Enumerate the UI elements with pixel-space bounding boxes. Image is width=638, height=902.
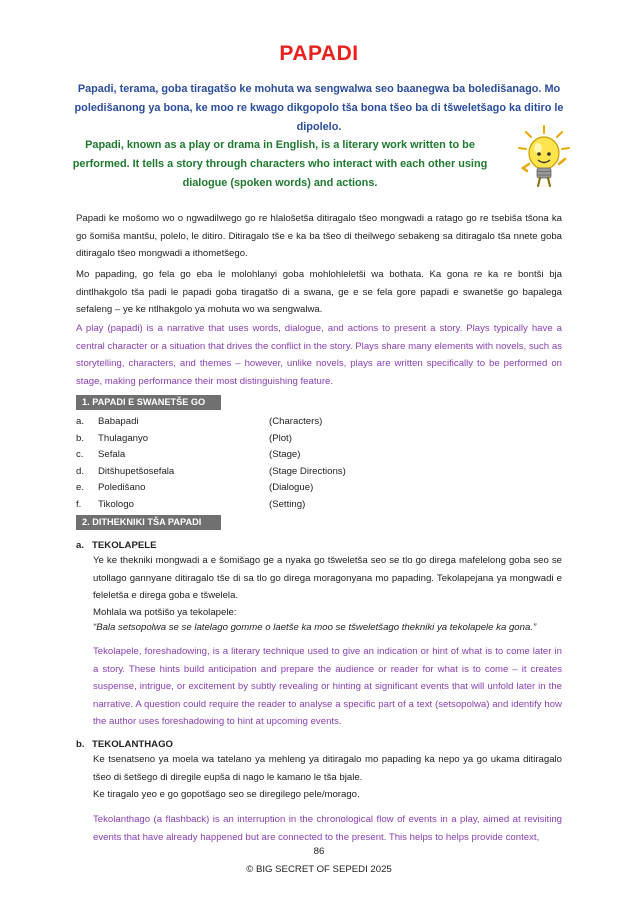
lightbulb-icon: [516, 124, 572, 188]
tekolanthago-english: Tekolanthago (a flashback) is an interruption in the chronological flow of events in a play, aimed at revisiting events that have already happened but are connected to the present. This helps to helps provide context,: [93, 814, 562, 843]
paragraph-conflict: Mo papading, go fela go eba le molohlanyi goba mohlohleletši wa bothata. Ka gona re ka re bontši bja dintlhakgolo tša padi le papadi goba tiragatšo di a swana, ge e se fela gore papadi e swanetše go bapalega sefaleng – ye ke ntlhakgolo ya mohuta wo wa sengwalwa.: [76, 269, 562, 315]
list-item: c. Sefala (Stage): [76, 449, 301, 460]
intro-english: Papadi, known as a play or drama in English, is a literary work written to be performed. It tells a story through characters who interact with each other using dialogue (spoken words) and actions.: [72, 139, 488, 189]
intro-sepedi: Papadi, terama, goba tiragatšo ke mohuta wa sengwalwa seo baanegwa ba boledišanago. Mo poledišanong ya bona, ke moo re kwago dikgopolo tša bona tšeo ba di tšweletšago ka ditiro le dipolelo.: [74, 83, 564, 133]
paragraph-definition: Papadi ke mošomo wo o ngwadilwego go re hlalošetša ditiragalo tšeo mongwadi a ratago go re tsebiša tšona ka go šomiša mantšu, polelo, le ditiro. Ditiragalo tše e ka ba tšeo di theilwego sebakeng sa ditiragalo tša nnete goba ditiragalo tšeo mongwadi a ithometšego.: [76, 213, 562, 259]
paragraph-english: A play (papadi) is a narrative that uses words, dialogue, and actions to present a story. Plays typically have a central character or a situation that drives the conflict in the story. Plays share many elements with novels, such as storytelling, characters, and themes – however, unlike novels, plays are written specifically to be performed on stage, making performance their most distinguishing feature.: [76, 323, 562, 387]
list-item: e. Poledišano (Dialogue): [76, 482, 314, 493]
elements-list: [76, 414, 562, 513]
list-item: a. Babapadi (Characters): [76, 416, 323, 427]
section-heading-techniques: 2. DITHEKNIKI TŠA PAPADI: [76, 515, 221, 530]
page-title: PAPADI: [279, 42, 359, 65]
page-number: 86: [313, 846, 325, 857]
tekolapele-body: Ye ke thekniki mongwadi a e šomišago ge a nyaka go tšweletša seo se tlo go direga mafelelong goba seo se utollago gannyane ditiragalo tše di sa tlo go direga moragonyana mo papading. Tekolapejana ya mongwadi e feleletša e direga goba e tšwelela.: [93, 555, 562, 601]
tekolanthago-body: Ke tsenatseno ya moela wa tatelano ya mehleng ya ditiragalo mo papading ka nepo ya go ukama ditiragalo tšeo di šetšego di diregile eupša di nago le kamano le tša bjale.: [93, 754, 562, 783]
list-item: d. Ditšhupetšosefala (Stage Directions): [76, 465, 346, 477]
tekolapele-example-label: Mohlala wa potšišo ya tekolapele:: [93, 607, 237, 618]
tekolanthago-body-2: Ke tiragalo yeo e go gopotšago seo se diregilego pele/morago.: [93, 789, 360, 800]
document-page: PAPADI Papadi, terama, goba tiragatšo ke mohuta wa sengwalwa seo baanegwa ba boledišanago. Mo poledišanong ya bona, ke moo re kwago dikgopolo tša bona tšeo ba di tšweletšago ka ditiro le dipolelo. Papadi, known as a play or drama in English, is a literary work written to be performed. It tells a story through characters who interact with each other using dialogue (spoken words) and actions. Papadi ke mošomo wo o ngwadilwego go re hlalošetša ditiragalo tšeo mongwadi a ratago go re tsebiša tšona ka go šomiša mantšu, polelo, le ditiro. Ditiragalo tše e ka ba tšeo di theilwego sebakeng sa ditiragalo tša nnete goba ditiragalo tšeo mongwadi a ithometšego. Mo papading, go fela go eba le molohlanyi goba mohlohleletši wa bothata. Ka gona re ka re bontši bja dintlhakgolo tša padi le papadi goba tiragatšo di a swana, ge e se fela gore papadi e swanetše go bapalega sefaleng – ye ke ntlhakgolo ya mohuta wo wa sengwalwa. A play (papadi) is a narrative that uses words, dialogue, and actions to present a story. Plays typically have a central character or a situation that drives the conflict in the story. Plays share many elements with novels, such as storytelling, characters, and themes – however, unlike novels, plays are written specifically to be performed on stage, making performance their most distinguishing feature. 1. PAPADI E SWANETŠE GO BA LE a. Babapadi (Characters) b. Thulaganyo (Plot) c. Sefala (Stage) d. Ditšhupetšosefala (Stage Directions) e. Poledišano (Dialogue) f. Tikologo (Setting) 2. DITHEKNIKI TŠA PAPADI a. TEKOLAPELE Ye ke thekniki mongwadi a e šomišago ge a nyaka go tšweletša seo se tlo go direga mafelelong goba seo se utollago gannyane ditiragalo tše di sa tlo go direga moragonyana mo papading. Tekolapejana ya mongwadi e feleletša e direga goba e tšwelela. Mohlala wa potšišo ya tekolapele: “Bala setsopolwa se se latelago gomme o laetše ka moo se tšweletšago thekniki ya tekolapele ka gona.” Tekolapele, foreshadowing, is a literary technique used to give an indication or hint of what is to come later in a story. These hints build anticipation and prepare the audience or reader for what is to come – it creates suspense, intrigue, or excitement by subtly revealing or hinting at significant events that will unfold later in the narrative. A question could require the reader to analyse a specific part of a text (setsopolwa) and identify how the author uses foreshadowing to hint at upcoming events. b. TEKOLANTHAGO Ke tsenatseno ya moela wa tatelano ya mehleng ya ditiragalo mo papading ka nepo ya go ukama ditiragalo tšeo di šetšego di diregile eupša di nago le kamano le tša bjale. Ke tiragalo yeo e go gopotšago seo se diregilego pele/morago. Tekolanthago (a flashback) is an interruption in the chronological flow of events in a play, aimed at revisiting events that have already happened but are connected to the present. This helps to helps provide context, 86 © BIG SECRET OF SEPEDI 2025: [0, 0, 638, 902]
list-item: f. Tikologo (Setting): [76, 498, 306, 510]
footer-copyright: © BIG SECRET OF SEPEDI 2025: [246, 864, 392, 875]
tekolapele-english: Tekolapele, foreshadowing, is a literary technique used to give an indication or hint of what is to come later in a story. These hints build anticipation and prepare the audience or reader for what is to come – it creates suspense, intrigue, or excitement by subtly revealing or hinting at significant events that will unfold later in the narrative. A question could require the reader to analyse a specific part of a text (setsopolwa) and identify how the author uses foreshadowing to hint at upcoming events.: [93, 646, 562, 727]
tekolapele-example: “Bala setsopolwa se se latelago gomme o laetše ka moo se tšweletšago thekniki ya tekolapele ka gona.”: [93, 622, 537, 633]
section-heading-elements: 1. PAPADI E SWANETŠE GO BA LE: [76, 395, 221, 410]
list-item: b. Thulaganyo (Plot): [76, 432, 292, 444]
